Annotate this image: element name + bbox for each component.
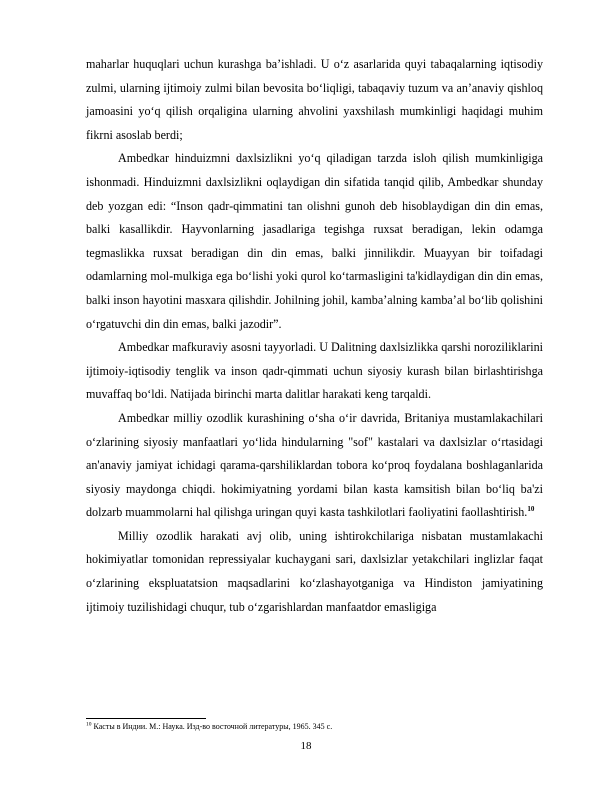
paragraph-3: Ambedkar mafkuraviy asosni tayyorladi. U Dalitning daxlsizlikka qarshi noroziliklarini ijtimoiy-iqtisodiy tenglik va inson qadr-qimmati uchun siyosiy kurash bilan birlashtirishga muvaffaq bo‘ldi. Natijada birinchi marta dalitlar harakati keng tarqaldi. — [86, 340, 543, 402]
footnote-reference: 10 — [527, 505, 535, 514]
footnote — [86, 721, 543, 732]
footnote-text: Касты в Индии. М.: Наука. Изд-во восточной литературы, 1965. 345 с. — [91, 722, 333, 731]
page-number: 18 — [300, 740, 312, 752]
paragraph-2: Ambedkar hinduizmni daxlsizlikni yo‘q qiladigan tarzda isloh qilish mumkinligiga ishonmadi. Hinduizmni daxlsizlikni oqlaydigan din sifatida tanqid qilib, Ambedkar shunday deb yozgan edi: “Inson qadr-qimmatini tan olishni gunoh deb hisoblaydigan din din emas, balki kasallikdir. Hayvonlarning jasadlariga tegishga ruxsat beradigan, lekin odamga tegmaslikka ruxsat beradigan din din emas, balki jinnilikdir. Muayyan bir toifadagi odamlarning mol-mulkiga ega bo‘lishi yoki qurol ko‘tarmasligini ta'kidlaydigan din din emas, balki inson hayotini masxara qilishdir. Johilning johil, kamba’alning kamba’al bo‘lib qolishini o‘rgatuvchi din din emas, balki jazodir”. — [86, 151, 543, 331]
footnote-divider — [86, 718, 206, 719]
paragraph-4-text: Ambedkar milliy ozodlik kurashining o‘sha o‘ir davrida, Britaniya mustamlakachilari o‘zlarining siyosiy manfaatlari yo‘lida hindularning "sof" kastalari va daxlsizlar o‘rtasidagi an'anaviy jamiyat ichidagi qarama-qarshiliklardan tobora ko‘proq foydalana boshlaganlarida siyosiy maydonga chiqdi. hokimiyatning yordami bilan kasta kamsitish bilan bo‘liq ba'zi dolzarb muammolarni hal qilishga uringan quyi kasta tashkilotlari faoliyatini faollashtirish. — [86, 410, 543, 520]
paragraph-1: maharlar huquqlari uchun kurashga ba’ishladi. U o‘z asarlarida quyi tabaqalarning iqtisodiy zulmi, ularning ijtimoiy zulmi bilan bevosita bo‘liqligi, tabaqaviy tuzum va an’anaviy qishloq jamoasini yo‘q qilish orqaligina ularning ahvolini yaxshilash mumkinligi haqidagi muhim fikrni asoslab berdi; — [86, 57, 543, 142]
footnote-number: 10 — [86, 721, 92, 728]
paragraph-5: Milliy ozodlik harakati avj olib, uning ishtirokchilariga nisbatan mustamlakachi hokimiyatlar tomonidan repressiyalar kuchaygani sari, daxlsizlar yetakchilari inglizlar faqat o‘zlarining ekspluatatsion maqsadlarini ko‘zlashayotganiga va Hindiston jamiyatining ijtimoiy tuzilishidagi chuqur, tub o‘zgarishlardan manfaatdor emasligiga — [86, 528, 543, 614]
paragraph-4 — [86, 407, 543, 525]
document-body — [86, 53, 543, 619]
